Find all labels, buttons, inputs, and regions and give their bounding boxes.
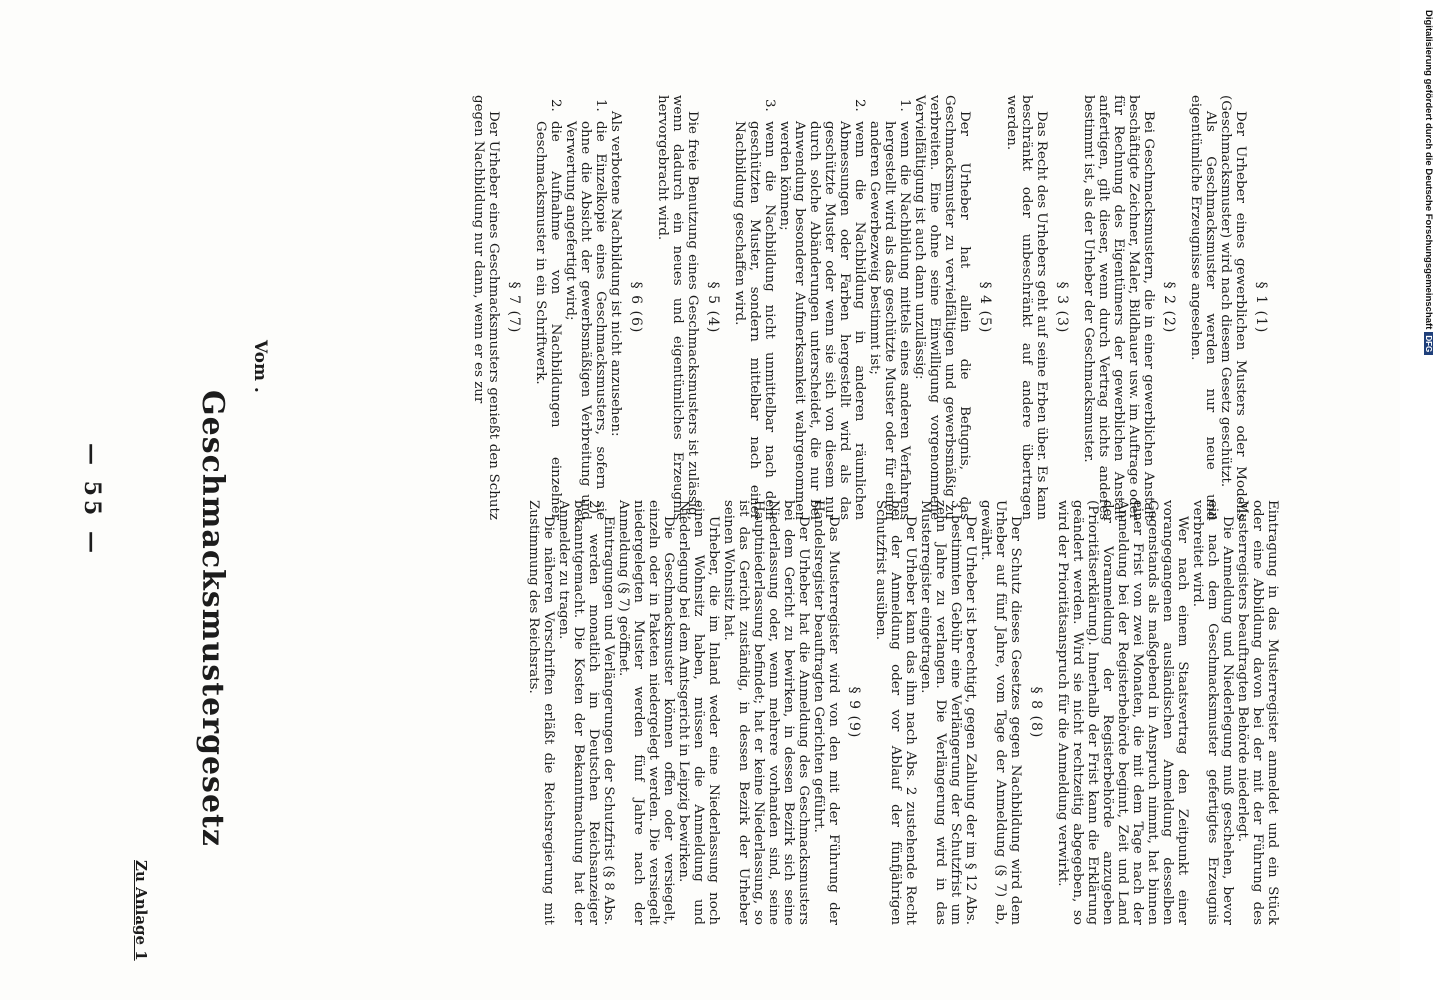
paragraph: Das Recht des Urhebers geht auf seine Erben über. Es kann beschränkt oder unbeschränkt auf andere übertragen werden.: [1004, 95, 1049, 520]
digitization-credit: [1420, 10, 1434, 400]
list-text: die Einzelkopie eines Geschmacksmusters, sofern sie ohne die Absicht der gewerbsmäßigen Verbreitung und Verwertung angefertigt wird;: [563, 121, 608, 520]
section-heading: § 5 (4): [705, 281, 721, 334]
paragraph: Urheber, die im Inland weder eine Niederlassung noch einen Wohnsitz haben, müssen die Anmeldung und Niederlegung bei dem Amtsgericht in Leipzig bewirken.: [676, 500, 721, 925]
dfg-logo: DFG: [1424, 332, 1433, 355]
paragraph: Der Urheber eines gewerblichen Musters oder Modells (Geschmacksmuster) wird nach diesem Gesetz geschützt.: [1218, 95, 1248, 520]
list-number: 2.: [852, 99, 867, 112]
paragraph: Der Urheber eines Geschmacksmusters genießt den Schutz gegen Nachbildung nur dann, wenn er es zur: [471, 95, 501, 520]
numbered-list: [732, 95, 912, 520]
section-heading: § 3 (3): [1054, 281, 1070, 334]
annex-label: Zu Anlage 1: [132, 860, 150, 961]
paragraph: Die Geschmacksmuster können offen oder versiegelt, einzeln oder in Paketen niedergelegt werden. Die versiegelt niedergelegten Muster werden fünf Jahre nach der Anmeldung (§ 7) geöffnet.: [616, 500, 676, 925]
section-heading: § 8 (8): [1028, 686, 1044, 739]
paragraph: Wer nach einem Staatsvertrag den Zeitpunkt einer vorangegangenen ausländischen Anmeldung desselben Gegenstands als maßgebend in Anspruch nimmt, hat binnen einer Frist von zwei Monaten, die mit dem Tage nach der Anmeldung bei der Registerbehörde beginnt, Zeit und Land der Voranmeldung der Registerbehörde anzugeben (Prioritätserklärung). Innerhalb der Frist kann die Erklärung geändert werden. Wird sie nicht rechtzeitig abgegeben, so wird der Prioritätsanspruch für die Anmeldung verwirkt.: [1055, 500, 1190, 925]
list-number: 3.: [762, 99, 777, 112]
section-heading: § 9 (9): [846, 686, 862, 739]
paragraph: Eintragungen und Verlängerungen der Schutzfrist (§ 8 Abs. 2) werden monatlich im Deutschen Reichsanzeiger bekanntgemacht. Die Kosten der Bekanntmachung hat der Anmelder zu tragen.: [556, 500, 616, 925]
paragraph: Der Schutz dieses Gesetzes gegen Nachbildung wird dem Urheber auf fünf Jahre, vom Tage der Anmeldung (§ 7) ab, gewährt.: [978, 500, 1023, 925]
list-text: die Aufnahme von Nachbildungen einzelner Geschmacksmuster in ein Schriftwerk.: [533, 121, 563, 520]
date-line: Vom .: [250, 340, 270, 393]
paragraph: Bei Geschmacksmustern, die in einer gewerblichen Anstalt beschäftigte Zeichner, Maler, Bildhauer usw. im Auftrage oder für Rechnung des Eigentümers der gewerblichen Anstalt anfertigen, gilt dieser, wenn durch Vertrag nichts anderes bestimmt ist, als der Urheber der Geschmacksmuster.: [1081, 95, 1156, 520]
page-number: — 55 —: [79, 443, 105, 557]
list-text: wenn die Nachbildung in anderen räumlichen Abmessungen oder Farben hergestellt wird als das geschützte Muster oder wenn sie sich von diesem nur durch solche Abänderungen unterscheidet, die nur bei Anwendung besonderer Aufmerksamkeit wahrgenommen werden können;: [777, 121, 867, 520]
list-item: [732, 99, 777, 520]
section-heading: § 7 (7): [506, 281, 522, 334]
paragraph: Die näheren Vorschriften erläßt die Reichsregierung mit Zustimmung des Reichsrats.: [526, 500, 556, 925]
list-item: [533, 99, 563, 520]
paragraph: Das Musterregister wird von den mit der Führung der Handelsregister beauftragten Gerichten geführt.: [811, 500, 841, 925]
left-column: [305, 95, 1280, 520]
paragraph: Die Anmeldung und Niederlegung muß geschehen, bevor ein nach dem Geschmacksmuster gefertigtes Erzeugnis verbreitet wird.: [1190, 500, 1235, 925]
paragraph: Der Urheber ist berechtigt, gegen Zahlung der im § 12 Abs. 3 bestimmten Gebühr eine Verlängerung der Schutzfrist um zehn Jahre zu verlangen. Die Verlängerung wird in das Musterregister eingetragen.: [918, 500, 978, 925]
credit-text: Digitalisierung gefördert durch die Deutsche Forschungsgemeinschaft: [1423, 10, 1434, 330]
section-heading: § 4 (5): [977, 281, 993, 334]
list-number: 2.: [548, 99, 563, 112]
list-text: wenn die Nachbildung nicht unmittelbar nach dem geschützten Muster, sondern mittelbar nach einer Nachbildung geschaffen wird.: [732, 121, 777, 520]
section-heading: § 6 (6): [628, 281, 644, 334]
paragraph: Als verbotene Nachbildung ist nicht anzusehen:: [608, 111, 623, 437]
paragraph: Der Urheber hat die Anmeldung des Geschmacksmusters bei dem Gericht zu bewirken, in dessen Bezirk sich seine Niederlassung oder, wenn mehrere vorhanden sind, seine Hauptniederlassung befindet; hat er keine Niederlassung, so ist das Gericht zuständig, in dessen Bezirk der Urheber seinen Wohnsitz hat.: [721, 500, 811, 925]
law-title: Geschmacksmustergesetz: [195, 390, 230, 847]
right-column: [280, 500, 1280, 925]
paragraph: Eintragung in das Musterregister anmeldet und ein Stück oder eine Abbildung davon bei der mit der Führung des Musterregisters beauftragten Behörde niederlegt.: [1235, 500, 1280, 925]
paragraph: Der Urheber kann das ihm nach Abs. 2 zustehende Recht bei der Anmeldung oder vor Ablauf der fünfjährigen Schutzfrist ausüben.: [873, 500, 918, 925]
paragraph: Die freie Benutzung eines Geschmacksmusters ist zulässig, wenn dadurch ein neues und eigentümliches Erzeugnis hervorgebracht wird.: [655, 95, 700, 520]
list-number: 1.: [897, 99, 912, 112]
list-item: [563, 99, 608, 520]
paragraph: Als Geschmacksmuster werden nur neue und eigentümliche Erzeugnisse angesehen.: [1188, 95, 1218, 520]
list-item: [777, 99, 867, 520]
section-heading: § 1 (1): [1253, 281, 1269, 334]
section-heading: § 2 (2): [1161, 281, 1177, 334]
paragraph: Der Urheber hat allein die Befugnis, das Geschmacksmuster zu vervielfältigen und gewerbsmäßig zu verbreiten. Eine ohne seine Einwilligung vorgenommene Vervielfältigung ist auch dann unzulässig:: [912, 95, 972, 520]
list-text: wenn die Nachbildung mittels eines anderen Verfahrens hergestellt wird als das geschützte Muster oder für einen anderen Gewerbezweig bestimmt ist;: [867, 121, 912, 520]
list-item: [867, 99, 912, 520]
list-number: 1.: [593, 99, 608, 112]
numbered-list: [533, 95, 608, 520]
